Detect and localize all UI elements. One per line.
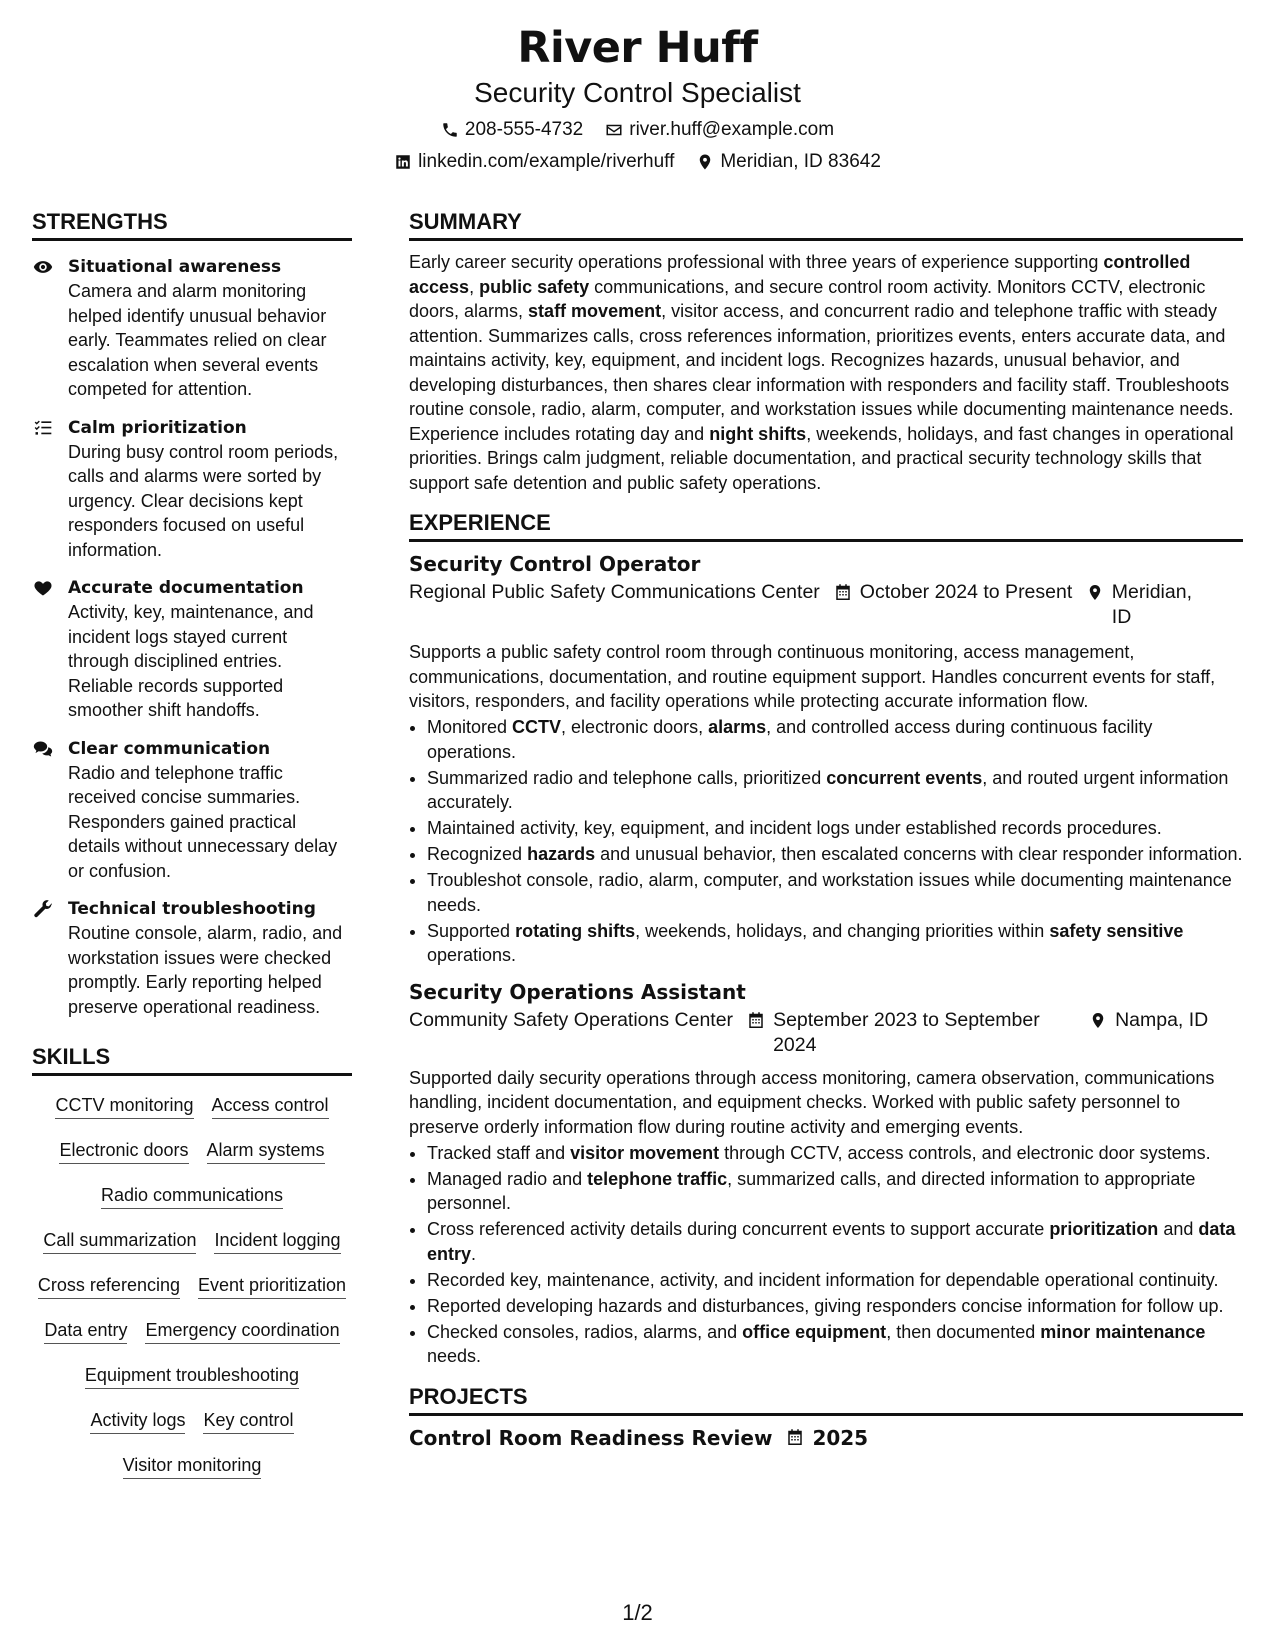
- skill-tag: Alarm systems: [207, 1138, 325, 1164]
- bold-phrase: rotating shifts: [515, 920, 636, 941]
- skill-tag: CCTV monitoring: [55, 1093, 193, 1119]
- strength-title: Clear communication: [68, 738, 271, 759]
- bold-phrase: safety sensitive: [1049, 920, 1184, 941]
- linkedin-icon: [394, 153, 412, 171]
- project-title: Control Room Readiness Review: [409, 1425, 773, 1450]
- strength-item: [32, 897, 352, 1019]
- projects-heading: PROJECTS: [409, 1383, 1243, 1416]
- location-text: Meridian, ID 83642: [720, 151, 881, 172]
- contact-row-2: [0, 150, 1275, 174]
- bullet-item: • Troubleshot console, radio, alarm, computer, and workstation issues while documenting maintenance needs.: [427, 868, 1243, 917]
- job-dates: October 2024 to Present: [859, 581, 1073, 603]
- right-column: [409, 208, 1243, 1452]
- bullet-item: • Summarized radio and telephone calls, prioritized concurrent events, and routed urgent information accurately.: [427, 766, 1243, 815]
- bullet-item: • Managed radio and telephone traffic, summarized calls, and directed information to appropriate personnel.: [427, 1167, 1243, 1216]
- checklist-icon: [32, 418, 54, 438]
- candidate-name: River Huff: [517, 23, 758, 73]
- bold-phrase: prioritization: [1049, 1219, 1159, 1239]
- project-date: 2025: [812, 1425, 869, 1450]
- job-location: Nampa, ID: [1115, 1008, 1209, 1031]
- bold-phrase: public safety: [479, 276, 590, 297]
- bold-phrase: controlled access: [409, 252, 1191, 297]
- strength-item: [32, 576, 352, 723]
- job-title: Security Operations Assistant: [409, 979, 746, 1004]
- bullet-item: • Supported rotating shifts, weekends, holidays, and changing priorities within safety sensitive operations.: [427, 919, 1243, 968]
- skills-list: [32, 1093, 352, 1479]
- bold-phrase: alarms: [708, 717, 767, 737]
- strengths-heading: STRENGTHS: [32, 208, 352, 241]
- skill-tag: Key control: [203, 1408, 293, 1434]
- job-entry: [409, 550, 1243, 968]
- left-column: [32, 208, 352, 1479]
- strength-desc: During busy control room periods, calls and alarms were sorted by urgency. Clear decisions kept responders focused on useful information.: [68, 441, 339, 560]
- skill-tag: Call summarization: [43, 1228, 196, 1254]
- job-description: Supports a public safety control room through continuous monitoring, access management, communications, documentation, and routine equipment support. Handles concurrent events for staff, visitors, responders, and facility operations while protecting accurate information flow.: [409, 642, 1216, 711]
- bold-phrase: minor maintenance: [1040, 1321, 1206, 1342]
- strength-desc: Camera and alarm monitoring helped identify unusual behavior early. Teammates relied on clear escalation when several events competed for attention.: [68, 281, 327, 399]
- job-entry: [409, 978, 1243, 1369]
- contact-email[interactable]: [605, 118, 834, 142]
- skill-tag: Emergency coordination: [145, 1318, 339, 1344]
- job-title: Security Control Operator: [409, 552, 701, 576]
- comments-icon: [32, 739, 54, 759]
- bullet-item: • Checked consoles, radios, alarms, and office equipment, then documented minor maintenance needs.: [427, 1320, 1243, 1369]
- strength-item: [32, 737, 352, 884]
- phone-icon: [441, 121, 459, 139]
- strength-title: Accurate documentation: [68, 578, 304, 598]
- calendar-icon: [834, 583, 852, 602]
- strength-title: Situational awareness: [68, 257, 282, 277]
- map-pin-icon: [696, 153, 714, 171]
- experience-heading: EXPERIENCE: [409, 509, 1243, 542]
- strength-title: Calm prioritization: [68, 417, 247, 438]
- bold-phrase: concurrent events: [826, 767, 983, 788]
- strength-desc: Radio and telephone traffic received concise summaries. Responders gained practical details without unnecessary delay or confusion.: [68, 762, 338, 881]
- bold-phrase: data entry: [427, 1219, 1236, 1264]
- skill-tag: Visitor monitoring: [123, 1453, 262, 1479]
- linkedin-link[interactable]: linkedin.com/example/riverhuff: [418, 151, 675, 172]
- map-pin-icon: [1086, 583, 1104, 602]
- candidate-title: Security Control Specialist: [474, 77, 801, 108]
- bullet-item: • Reported developing hazards and disturbances, giving responders concise information for follow up.: [427, 1294, 1243, 1319]
- job-org: Community Safety Operations Center: [409, 1008, 734, 1031]
- strength-desc: Activity, key, maintenance, and incident logs stayed current through disciplined entries. Reliable records supported smoother shift handoffs.: [68, 602, 314, 720]
- job-location: Meridian, ID: [1111, 581, 1192, 628]
- job-bullets: [409, 715, 1243, 968]
- contact-phone: [441, 118, 583, 142]
- strength-title: Technical troubleshooting: [68, 899, 316, 919]
- bold-phrase: staff movement: [528, 301, 662, 321]
- contact-row-1: [0, 118, 1275, 142]
- bold-phrase: hazards: [527, 844, 596, 864]
- job-bullets: [409, 1141, 1243, 1369]
- bold-phrase: visitor movement: [570, 1142, 720, 1163]
- map-pin-icon: [1089, 1011, 1107, 1030]
- heart-icon: [32, 578, 54, 598]
- project-entry: [409, 1424, 1243, 1452]
- contact-location: [696, 150, 881, 174]
- strength-desc: Routine console, alarm, radio, and workstation issues were checked promptly. Early reporting helped preserve operational readiness.: [68, 923, 343, 1017]
- calendar-icon: [786, 1428, 804, 1447]
- bullet-item: • Tracked staff and visitor movement through CCTV, access controls, and electronic door systems.: [427, 1141, 1243, 1166]
- job-dates: September 2023 to September 2024: [773, 1008, 1040, 1056]
- skill-tag: Cross referencing: [38, 1273, 180, 1299]
- envelope-icon: [605, 121, 623, 139]
- skill-tag: Activity logs: [90, 1408, 185, 1434]
- eye-icon: [32, 257, 54, 277]
- page-number: 1/2: [622, 1600, 653, 1625]
- wrench-icon: [32, 899, 54, 919]
- skill-tag: Equipment troubleshooting: [85, 1363, 299, 1389]
- contact-linkedin[interactable]: [394, 150, 674, 174]
- job-org: Regional Public Safety Communications Center: [409, 581, 820, 603]
- skills-heading: SKILLS: [32, 1043, 352, 1076]
- bold-phrase: night shifts: [709, 423, 807, 444]
- bullet-item: • Maintained activity, key, equipment, and incident logs under established records procedures.: [427, 816, 1243, 841]
- email-link[interactable]: river.huff@example.com: [629, 119, 835, 140]
- strength-item: [32, 255, 352, 402]
- bullet-item: • Monitored CCTV, electronic doors, alarms, and controlled access during continuous facility operations.: [427, 715, 1243, 764]
- calendar-icon: [747, 1011, 765, 1030]
- bullet-item: • Recognized hazards and unusual behavior, then escalated concerns with clear responder information.: [427, 842, 1243, 867]
- job-meta: [409, 580, 1243, 630]
- summary-text: Early career security operations professional with three years of experience supporting controlled access, public safety communications, and secure control room activity. Monitors CCTV, electronic doors, alarms, staff movement, visitor access, and concurrent radio and telephone traffic with steady attention. Summarizes calls, cross references information, prioritizes events, enters accurate data, and maintains activity, key, equipment, and incident logs. Recognizes hazards, unusual behavior, and developing disturbances, then shares clear information with responders and facility staff. Troubleshoots routine console, radio, alarm, computer, and workstation issues while documenting maintenance needs. Experience includes rotating day and night shifts, weekends, holidays, and fast changes in operational priorities. Brings calm judgment, reliable documentation, and practical security technology skills that support safe detention and public safety operations.: [409, 252, 1234, 493]
- skill-tag: Radio communications: [101, 1183, 283, 1209]
- skill-tag: Electronic doors: [59, 1138, 188, 1164]
- skill-tag: Incident logging: [214, 1228, 340, 1254]
- bold-phrase: CCTV: [512, 717, 562, 737]
- bold-phrase: office equipment: [742, 1321, 887, 1342]
- resume-header: [0, 22, 1275, 174]
- skill-tag: Access control: [212, 1093, 329, 1119]
- job-meta: [409, 1008, 1243, 1058]
- summary-heading: SUMMARY: [409, 208, 1243, 241]
- phone-text: 208-555-4732: [464, 119, 584, 140]
- skill-tag: Event prioritization: [198, 1273, 346, 1299]
- job-description: Supported daily security operations through access monitoring, camera observation, communications handling, incident documentation, and equipment checks. Worked with public safety personnel to preserve orderly information flow during routine activity and emerging events.: [409, 1067, 1215, 1137]
- strength-item: [32, 416, 352, 563]
- bold-phrase: telephone traffic: [587, 1168, 728, 1189]
- bullet-item: • Cross referenced activity details during concurrent events to support accurate prioritization and data entry.: [427, 1217, 1243, 1266]
- skill-tag: Data entry: [44, 1318, 127, 1344]
- bullet-item: • Recorded key, maintenance, activity, and incident information for dependable operational continuity.: [427, 1268, 1243, 1293]
